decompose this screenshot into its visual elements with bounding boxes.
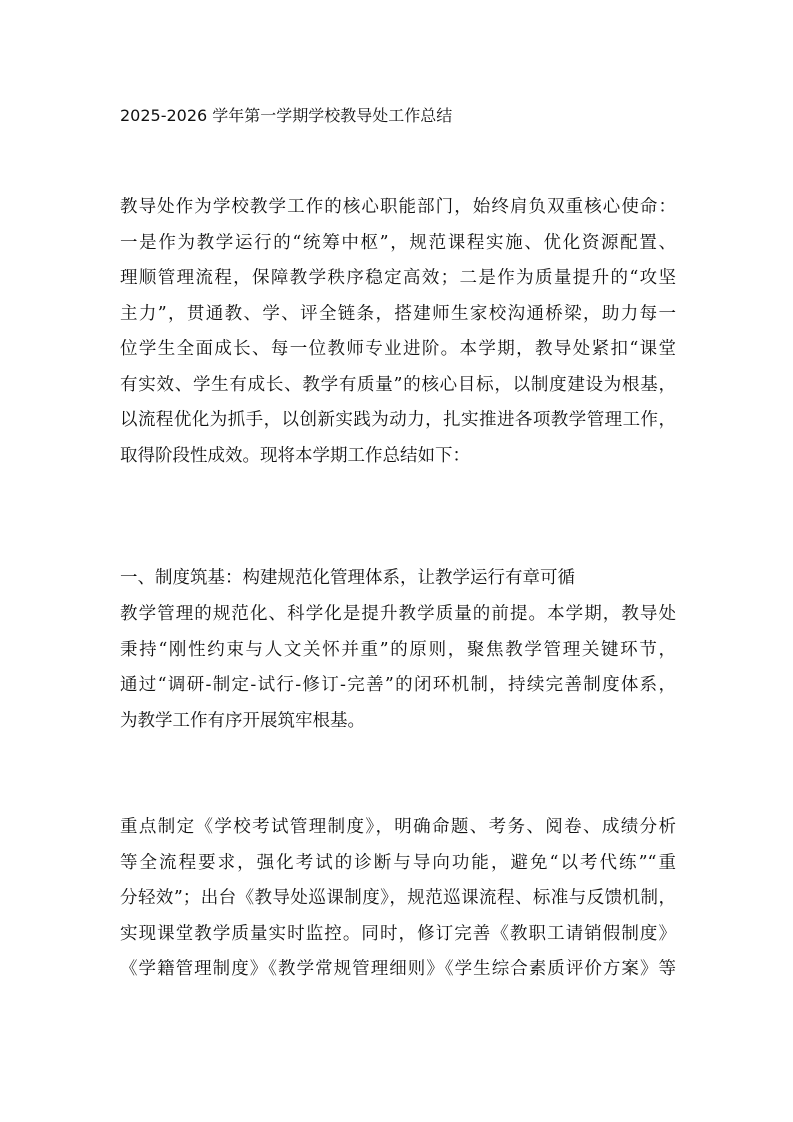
text-line: 为教学工作有序开展筑牢根基。 (120, 710, 365, 731)
text-line: 实现课堂教学质量实时监控。同时，修订完善《教职工请销假制度》 (120, 923, 676, 944)
text-line: 理顺管理流程，保障教学秩序稳定高效；二是作为质量提升的“攻坚 (120, 268, 676, 288)
document-title: 2025-2026 学年第一学期学校教导处工作总结 (120, 106, 453, 125)
text-line: 教导处作为学校教学工作的核心职能部门，始终肩负双重核心使命： (120, 197, 676, 217)
section-paragraph (120, 810, 676, 988)
text-line: 等全流程要求，强化考试的诊断与导向功能，避免“以考代练”“重 (120, 852, 676, 873)
text-line: 一是作为教学运行的“统筹中枢”，规范课程实施、优化资源配置、 (120, 232, 676, 253)
text-line: 有实效、学生有成长、教学有质量”的核心目标，以制度建设为根基， (120, 374, 676, 395)
text-line: 分轻效”；出台《教导处巡课制度》，规范巡课流程、标准与反馈机制， (120, 888, 676, 908)
section-heading: 一、制度筑基：构建规范化管理体系，让教学运行有章可循 (120, 568, 575, 588)
section-paragraph (120, 597, 676, 739)
text-line: 通过“调研-制定-试行-修订-完善”的闭环机制，持续完善制度体系， (120, 675, 676, 695)
text-line: 位学生全面成长、每一位教师专业进阶。本学期，教导处紧扣“课堂 (120, 339, 676, 359)
text-line: 重点制定《学校考试管理制度》，明确命题、考务、阅卷、成绩分析 (120, 817, 676, 837)
text-line: 主力”，贯通教、学、评全链条，搭建师生家校沟通桥梁，助力每一 (120, 303, 676, 324)
text-line: 秉持“刚性约束与人文关怀并重”的原则，聚焦教学管理关键环节， (120, 639, 676, 660)
intro-paragraph (120, 190, 676, 474)
text-line: 教学管理的规范化、科学化是提升教学质量的前提。本学期，教导处 (120, 604, 676, 624)
text-line: 取得阶段性成效。现将本学期工作总结如下： (120, 445, 470, 466)
text-line: 以流程优化为抓手，以创新实践为动力，扎实推进各项教学管理工作， (120, 410, 676, 430)
text-line: 《学籍管理制度》《教学常规管理细则》《学生综合素质评价方案》等 (120, 959, 676, 979)
